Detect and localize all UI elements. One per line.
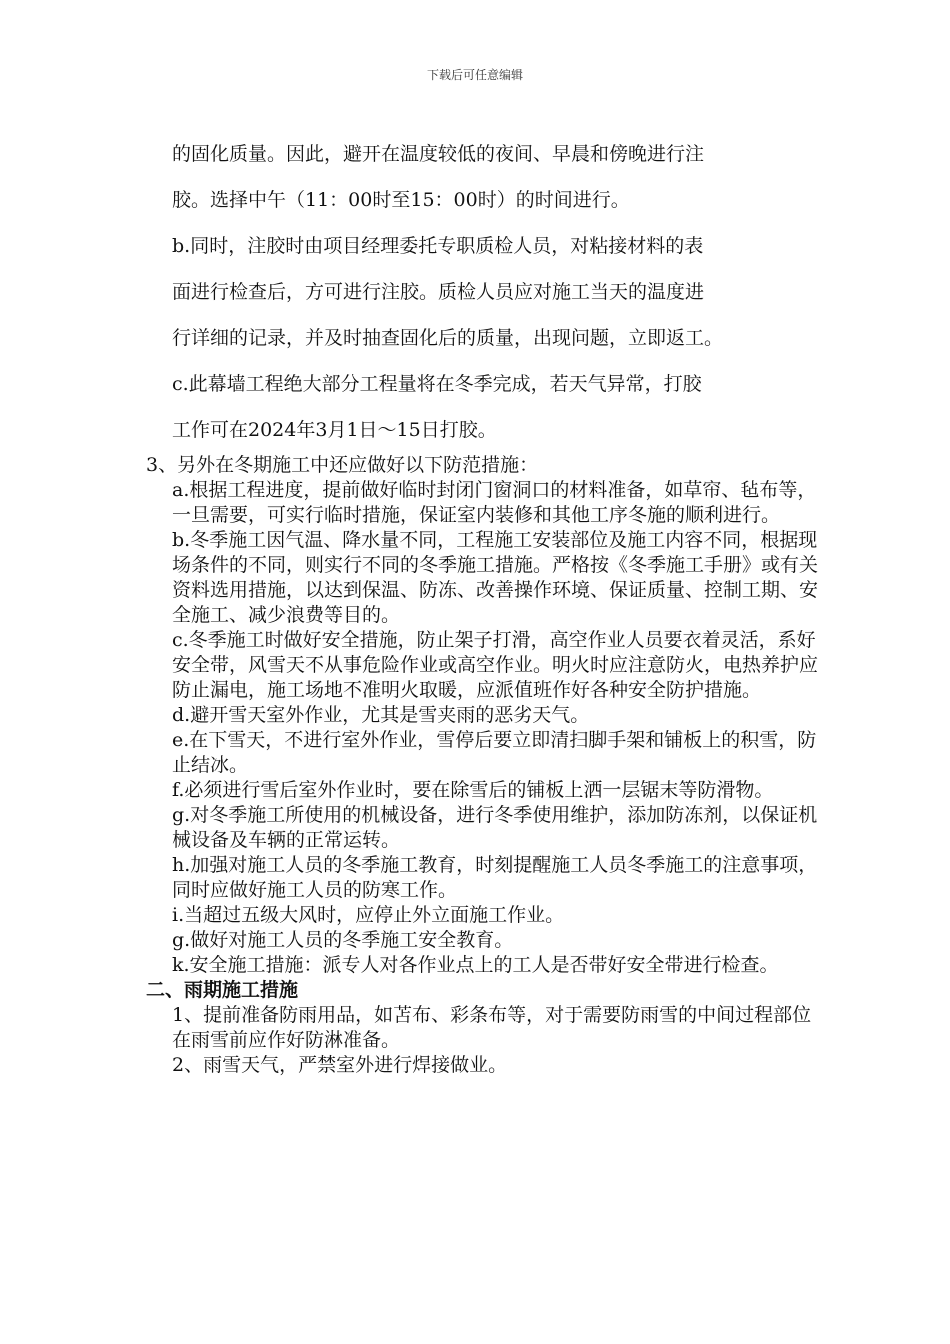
list-item: k.安全施工措施：派专人对各作业点上的工人是否带好安全带进行检查。	[172, 954, 779, 976]
list-item: h.加强对施工人员的冬季施工教育，时刻提醒施工人员冬季施工的注意事项，同时应做好施工人员的防寒工作。	[172, 854, 818, 901]
list-item: 2、雨雪天气，严禁室外进行焊接做业。	[172, 1054, 508, 1076]
section-title: 3、另外在冬期施工中还应做好以下防范措施：	[146, 454, 539, 476]
section-heading: 二、雨期施工措施	[146, 979, 299, 1001]
list-item: e.在下雪天，不进行室外作业，雪停后要立即清扫脚手架和铺板上的积雪，防止结冰。	[172, 729, 817, 776]
text-line: 胶。选择中午（11：00时至15：00时）的时间进行。	[172, 189, 630, 211]
list-item: g.做好对施工人员的冬季施工安全教育。	[172, 929, 514, 951]
list-item: a.根据工程进度，提前做好临时封闭门窗洞口的材料准备，如草帘、毡布等，一旦需要，可实行临时措施，保证室内装修和其他工序冬施的顺利进行。	[172, 479, 817, 526]
list-item: b.冬季施工因气温、降水量不同，工程施工安装部位及施工内容不同，根据现场条件的不同，则实行不同的冬季施工措施。严格按《冬季施工手册》或有关资料选用措施，以达到保温、防冻、改善操作环境、保证质量、控制工期、安全施工、减少浪费等目的。	[172, 529, 819, 626]
list-item: g.对冬季施工所使用的机械设备，进行冬季使用维护，添加防冻剂，以保证机械设备及车辆的正常运转。	[172, 804, 818, 851]
text-line: 面进行检查后，方可进行注胶。质检人员应对施工当天的温度进	[172, 281, 705, 303]
list-item: d.避开雪天室外作业，尤其是雪夹雨的恶劣天气。	[172, 704, 590, 726]
list-item: c.冬季施工时做好安全措施，防止架子打滑，高空作业人员要衣着灵活，系好安全带，风雪天不从事危险作业或高空作业。明火时应注意防火，电热养护应防止漏电，施工场地不准明火取暖，应派值班作好各种安全防护措施。	[172, 629, 819, 701]
page-header: 下载后可任意编辑	[426, 68, 523, 82]
text-line: 工作可在2024年3月1日～15日打胶。	[172, 419, 497, 441]
winter-measures-section	[146, 453, 826, 1078]
text-line: 行详细的记录，并及时抽查固化后的质量，出现问题，立即返工。	[172, 327, 724, 349]
continued-paragraph-block	[172, 131, 822, 453]
text-line: c.此幕墙工程绝大部分工程量将在冬季完成，若天气异常，打胶	[172, 373, 702, 395]
text-line: 的固化质量。因此，避开在温度较低的夜间、早晨和傍晚进行注	[172, 143, 705, 165]
text-line: b.同时，注胶时由项目经理委托专职质检人员，对粘接材料的表	[172, 235, 704, 257]
list-item: 1、提前准备防雨用品，如苫布、彩条布等，对于需要防雨雪的中间过程部位在雨雪前应作好防淋准备。	[172, 1004, 812, 1051]
list-item: i.当超过五级大风时，应停止外立面施工作业。	[172, 904, 565, 926]
list-item: f.必须进行雪后室外作业时，要在除雪后的铺板上洒一层锯末等防滑物。	[172, 779, 774, 801]
